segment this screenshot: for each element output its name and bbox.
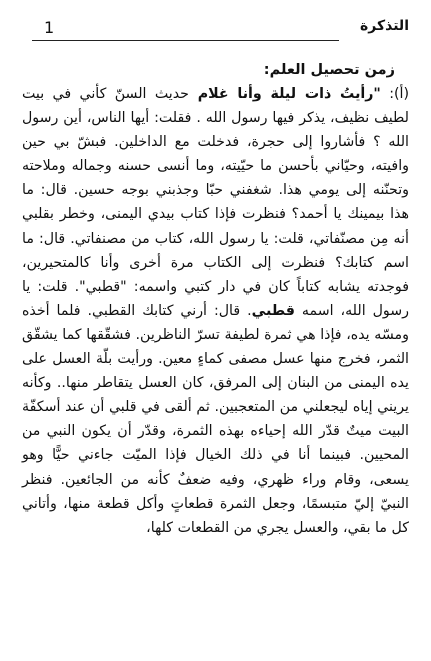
quote-opening: "رأيتُ ذات ليلة وأنا غلام — [188, 86, 381, 102]
page-number: 1 — [44, 18, 55, 37]
paragraph-label: (أ): — [380, 86, 409, 102]
section-heading: زمن تحصيل العلم: — [263, 62, 395, 78]
book-title-qutbi: قطبي — [251, 302, 295, 319]
header-rule — [32, 40, 339, 41]
running-title: التذكرة — [360, 18, 409, 34]
paragraph-text-part-1: حديث السنّ كأني في بيت لطيف نظيف، يذكر فيها رسول الله . فقلت: أيها الناس، أين رسول الله ؟ فأشاروا إلى حجرة، فدخلت مع الداخلين. فبشّ بي حين وافيته، وحيّاني بأحسن ما حيّيته، وما أنسى حسنه وجماله وملاحته وتحنّنه إلى يومي هذا. شغفني حبّا وجذبني بوجه حسين. قال: ما هذا بيمينك يا أحمد؟ فنظرت فإذا كتاب بيدي اليمنى، وخطر بقلبي أنه مِن مصنّفاتي، قلت: يا رسول الله، كتاب من مصنفاتي. قال: ما اسم كتابك؟ فنظرت إلى الكتاب مرة أخرى وأنا كالمتحيرين، فوجدته يشابه كتاباً كان في دار كتبي واسمه: "قطبي". قلت: يا رسول الله، اسمه — [22, 86, 409, 319]
page-header — [22, 18, 409, 40]
paragraph-text-part-2: . قال: أرني كتابك القطبي. فلما أخذه ومسّه يده، فإذا هي ثمرة لطيفة تسرّ الناظرين. فشقّقها كما يشقّق الثمر، فخرج منها عسل مصفى كماءٍ معين. ورأيت بلّة العسل على يده اليمنى من البنان إلى المرفق، كان العسل يتقاطر منها.. وكأنه يريني إياه ليجعلني من المتعجبين. ثم ألقى في قلبي أن عند أسكفّة البيت ميتٌ قدّر الله إحياءه بهذه الثمرة، وقدّر أن يكون النبي من المحيين. فبينما أنا في ذلك الخيال فإذا الميّت جاءني حيًّا وهو يسعى، وقام وراء ظهري، وفيه ضعفٌ كأنه من الجائعين. فنظر النبيّ إليّ متبسمًا، وجعل الثمرة قطعاتٍ وأكل قطعة منها، وأتاني كل ما بقي، والعسل يجري من القطعات كلها، — [22, 302, 409, 536]
body-paragraph — [22, 82, 409, 540]
page-body — [22, 58, 409, 540]
